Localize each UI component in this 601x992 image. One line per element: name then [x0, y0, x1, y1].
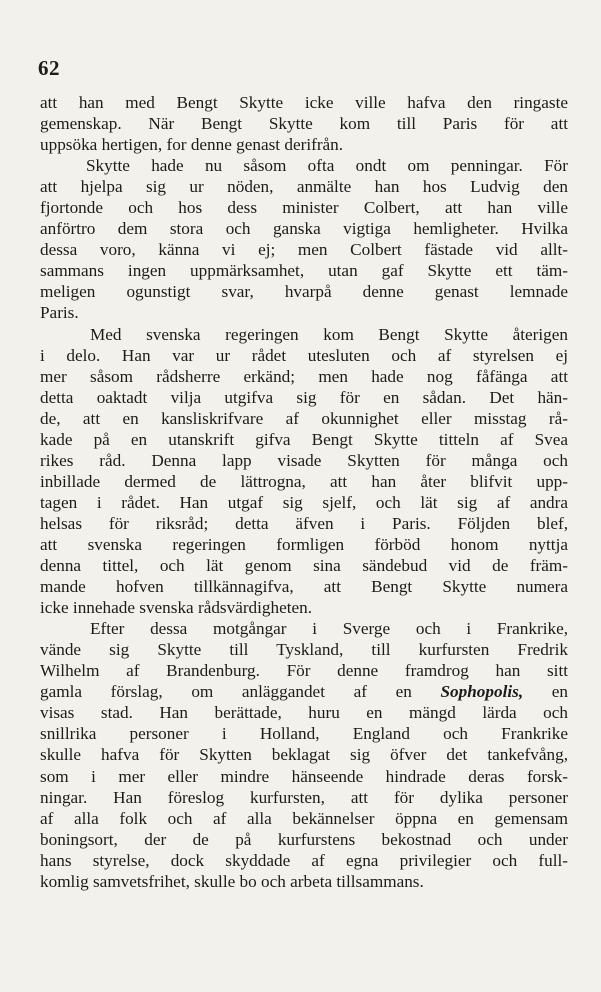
text-line: rikes råd. Denna lapp visade Skytten för många och: [40, 450, 568, 470]
text-line: Skytte hade nu såsom ofta ondt om penningar. För: [86, 156, 568, 176]
line-text-after: en: [551, 682, 569, 702]
text-line: kade på en utanskrift gifva Bengt Skytte titteln af Svea: [40, 429, 568, 449]
text-line: boningsort, der de på kurfurstens bekostnad och under: [40, 829, 568, 849]
text-line: visas stad. Han berättade, huru en mängd lärda och: [40, 703, 568, 723]
text-line: i delo. Han var ur rådet utesluten och af styrelsen ej: [40, 345, 568, 365]
text-line: mande hofven tillkännagifva, att Bengt Skytte numera: [40, 577, 568, 597]
text-line: som i mer eller mindre hänseende hindrade deras forsk-: [40, 766, 568, 786]
text-line: Paris.: [40, 303, 79, 323]
text-line: att svenska regeringen formligen förböd honom nyttja: [40, 534, 568, 554]
emphasized-term: Sophopolis,: [440, 682, 524, 702]
text-line: att hjelpa sig ur nöden, anmälte han hos Ludvig den: [40, 177, 568, 197]
line-text: gamla förslag, om anläggandet af en: [40, 682, 412, 702]
text-line-emphasis: [40, 681, 568, 702]
text-line: af alla folk och af alla bekännelser öppna en gemensam: [40, 808, 568, 828]
text-line: tagen i rådet. Han utgaf sig sjelf, och lät sig af andra: [40, 492, 568, 512]
text-line: skulle hafva för Skytten beklagat sig öfver det tankefvång,: [40, 745, 568, 765]
page-number: 62: [38, 56, 60, 80]
text-line: Wilhelm af Brandenburg. För denne framdrog han sitt: [40, 661, 568, 681]
text-line: inbillade dermed de lättrogna, att han åter blifvit upp-: [40, 471, 568, 491]
text-line: snillrika personer i Holland, England och Frankrike: [40, 724, 568, 744]
text-line: Efter dessa motgångar i Sverge och i Frankrike,: [90, 619, 568, 639]
text-line: de, att en kansliskrifvare af okunnighet eller misstag rå-: [40, 408, 568, 428]
text-line: sammans ingen uppmärksamhet, utan gaf Skytte ett täm-: [40, 261, 568, 281]
text-line: anförtro dem stora och ganska vigtiga hemligheter. Hvilka: [40, 219, 568, 239]
text-line: dessa voro, känna vi ej; men Colbert fästade vid allt-: [40, 240, 568, 260]
text-line: att han med Bengt Skytte icke ville hafva den ringaste: [40, 93, 568, 112]
text-line: gemenskap. När Bengt Skytte kom till Paris för att: [40, 114, 568, 134]
text-line: helsas för riksråd; detta äfven i Paris. Följden blef,: [40, 513, 568, 533]
text-line: detta oaktadt vilja utgifva sig för en sådan. Det hän-: [40, 387, 568, 407]
text-line: ningar. Han föreslog kurfursten, att för dylika personer: [40, 787, 568, 807]
text-line: komlig samvetsfrihet, skulle bo och arbeta tillsammans.: [40, 871, 424, 891]
text-line: hans styrelse, dock skyddade af egna privilegier och full-: [40, 850, 568, 870]
text-line: fjortonde och hos dess minister Colbert, att han ville: [40, 198, 568, 218]
text-line: denna tittel, och lät genom sina sändebud vid de främ-: [40, 556, 568, 576]
text-line: uppsöka hertigen, for denne genast derifrån.: [40, 135, 344, 155]
text-line: Med svenska regeringen kom Bengt Skytte återigen: [90, 324, 568, 344]
text-line: mer såsom rådsherre erkänd; men hade nog fåfänga att: [40, 366, 568, 386]
text-line: vände sig Skytte till Tyskland, till kurfursten Fredrik: [40, 640, 568, 660]
text-line: icke innehade svenska rådsvärdigheten.: [40, 598, 313, 618]
text-body: [40, 92, 568, 892]
text-line: meligen ogunstigt svar, hvarpå denne genast lemnade: [40, 282, 568, 302]
